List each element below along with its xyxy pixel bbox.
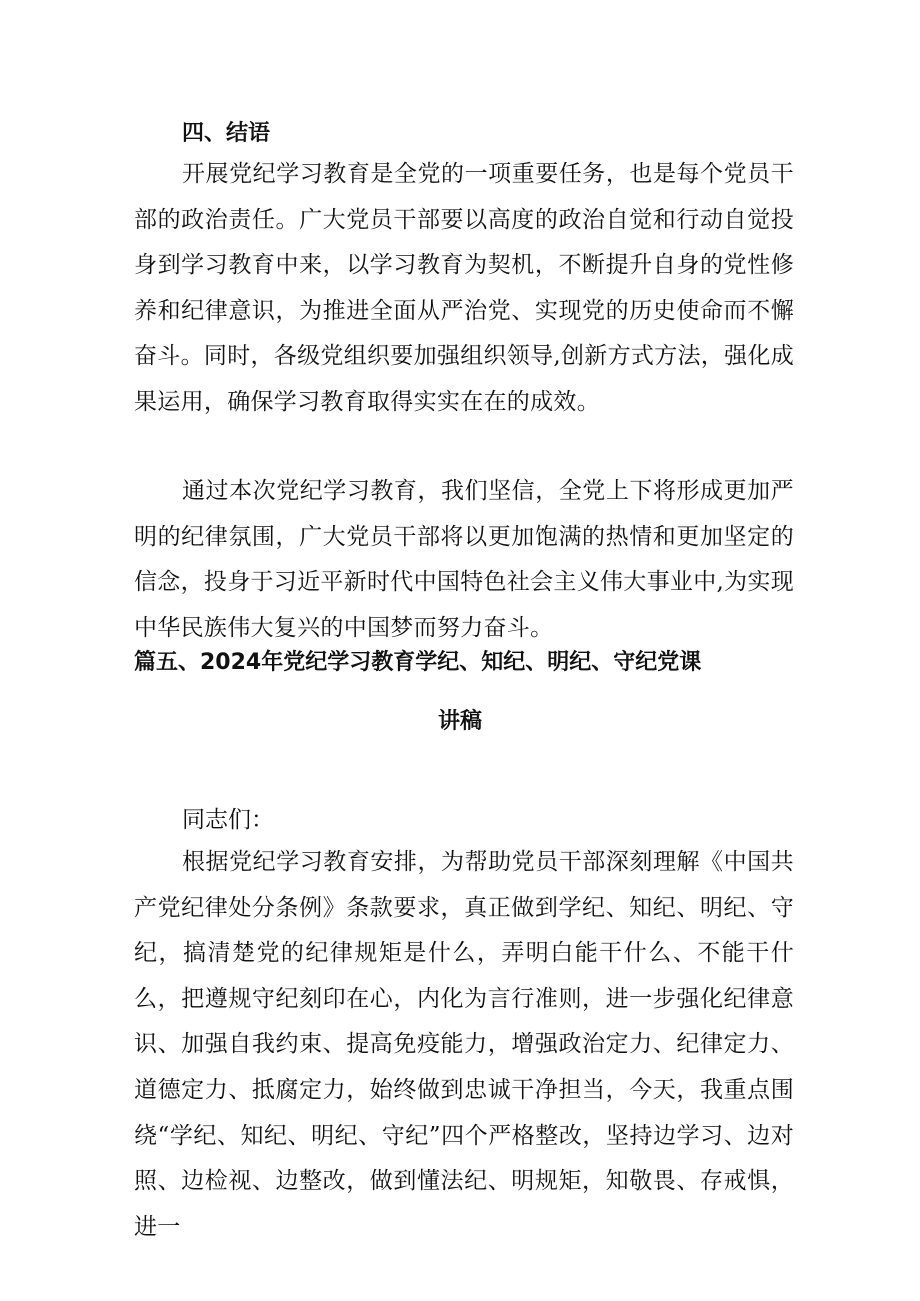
conclusion-paragraph-1: 开展党纪学习教育是全党的一项重要任务，也是每个党员干部的政治责任。广大党员干部要以高度的政治自觉和行动自觉投身到学习教育中来，以学习教育为契机，不断提升自身的党性修养和纪律意识，为推进全面从严治党、实现党的历史使命而不懈奋斗。同时，各级党组织要加强组织领导,创新方式方法，强化成果运用，确保学习教育取得实实在在的成效。: [134, 161, 795, 415]
article-title-line-1: 篇五、2024年党纪学习教育学纪、知纪、明纪、守纪党课: [134, 650, 702, 675]
section-heading: 四、结语: [182, 121, 271, 146]
salutation: 同志们：: [182, 807, 274, 833]
article-body-paragraph: 根据党纪学习教育安排，为帮助党员干部深刻理解《中国共产党纪律处分条例》条款要求，真正做到学纪、知纪、明纪、守纪，搞清楚党的纪律规矩是什么，弄明白能干什么、不能干什么，把遵规守纪刻印在心，内化为言行准则，进一步强化纪律意识、加强自我约束、提高免疫能力，增强政治定力、纪律定力、道德定力、抵腐定力，始终做到忠诚干净担当，今天，我重点围绕“学纪、知纪、明纪、守纪”四个严格整改，坚持边学习、边对照、边检视、边整改，做到懂法纪、明规矩，知敬畏、存戒惧，进一: [134, 849, 794, 1240]
conclusion-paragraph-2: 通过本次党纪学习教育，我们坚信，全党上下将形成更加严明的纪律氛围，广大党员干部将以更加饱满的热情和更加坚定的信念，投身于习近平新时代中国特色社会主义伟大事业中,为实现中华民族伟大复兴的中国梦而努力奋斗。: [134, 478, 795, 641]
article-title-line-2: 讲稿: [437, 709, 482, 734]
